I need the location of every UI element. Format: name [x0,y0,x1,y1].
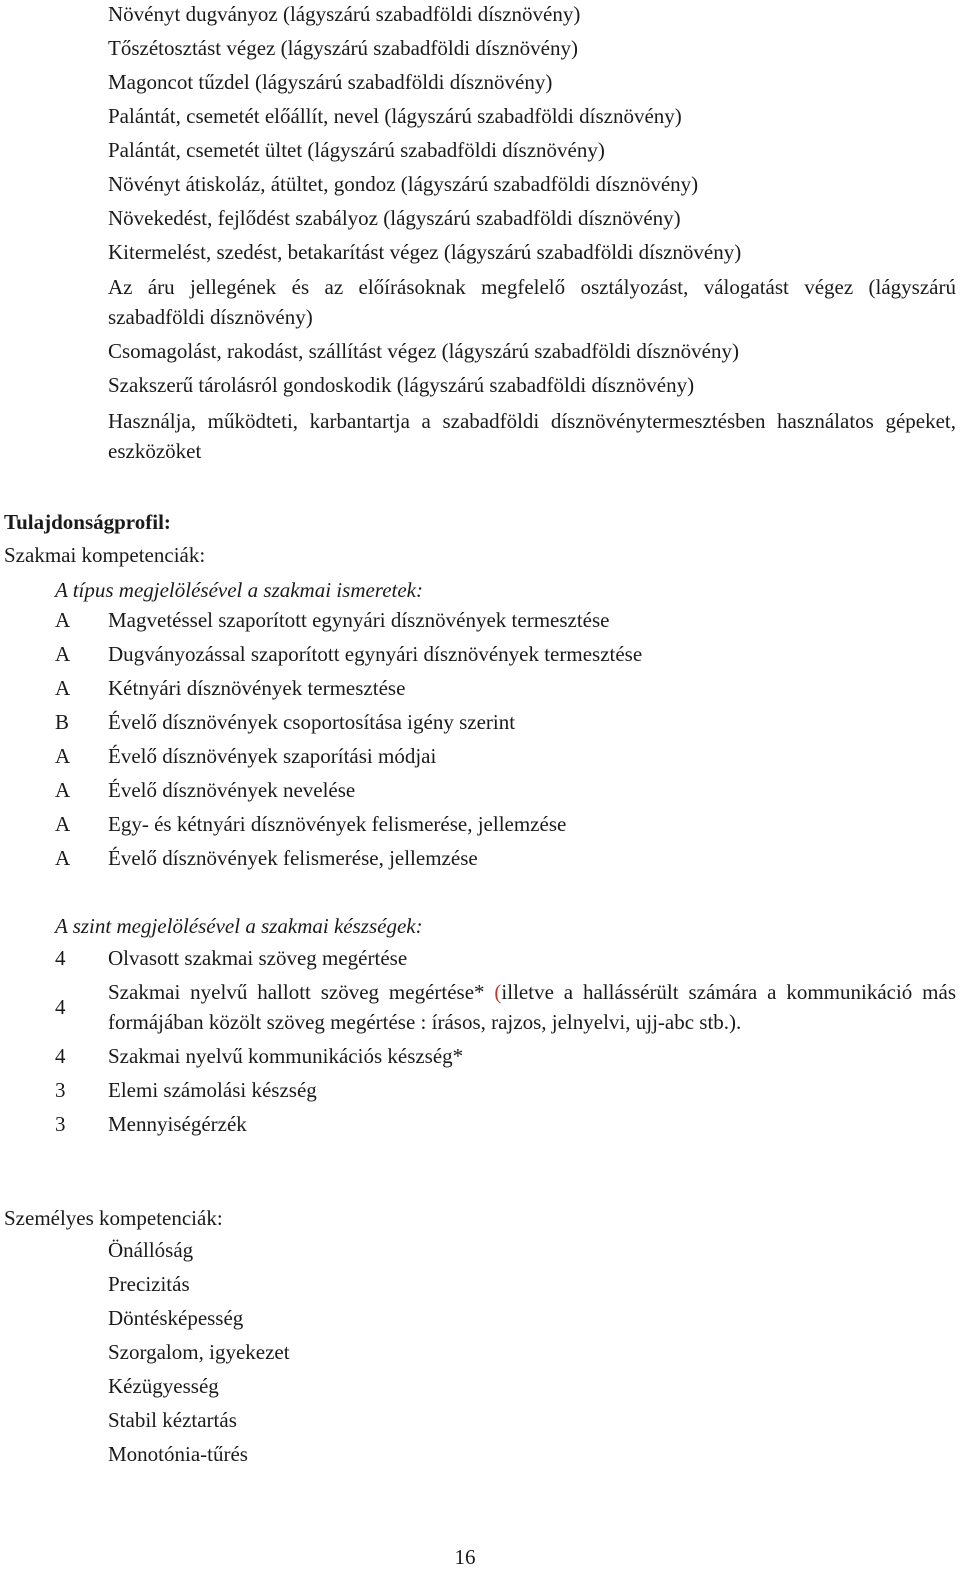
skill-level: 4 [55,1044,66,1068]
knowledge-text: Kétnyári dísznövények termesztése [108,676,406,700]
page-number: 16 [454,1545,476,1569]
task-item: Palántát, csemetét előállít, nevel (lágyszárú szabadföldi dísznövény) [108,104,682,128]
personal-item: Szorgalom, igyekezet [108,1340,290,1364]
personal-competencies-label: Személyes kompetenciák: [4,1206,223,1230]
skills-table [55,941,956,1141]
knowledge-level: A [55,744,71,768]
skill-level: 3 [55,1078,66,1102]
task-item: Használja, működteti, karbantartja a szabadföldi dísznövénytermesztésben használatos gépeket, eszközöket [108,409,956,463]
skill-row [55,1107,956,1141]
knowledge-row [55,739,956,773]
knowledge-text: Magvetéssel szaporított egynyári dísznövények termesztése [108,608,610,632]
knowledge-row [55,603,956,637]
knowledge-table [55,603,956,875]
skills-caption: A szint megjelölésével a szakmai készségek: [55,914,423,938]
task-item: Csomagolást, rakodást, szállítást végez (lágyszárú szabadföldi dísznövény) [108,339,739,363]
task-item: Növekedést, fejlődést szabályoz (lágyszárú szabadföldi dísznövény) [108,206,681,230]
knowledge-level: B [55,710,70,734]
task-item: Palántát, csemetét ültet (lágyszárú szabadföldi dísznövény) [108,138,605,162]
knowledge-row [55,671,956,705]
knowledge-row [55,807,956,841]
knowledge-text: Évelő dísznövények csoportosítása igény szerint [108,710,516,734]
personal-list [108,1233,290,1471]
knowledge-level: A [55,676,71,700]
skill-text: Szakmai nyelvű kommunikációs készség* [108,1044,464,1068]
skill-row [55,1039,956,1073]
task-item: Kitermelést, szedést, betakarítást végez (lágyszárú szabadföldi dísznövény) [108,240,742,264]
personal-item: Stabil kéztartás [108,1408,237,1432]
profile-heading: Tulajdonságprofil: [4,510,171,534]
skill-text-part: Szakmai nyelvű hallott szöveg megértése* [108,980,495,1004]
knowledge-level: A [55,608,71,632]
task-list [108,0,956,466]
knowledge-text: Évelő dísznövények szaporítási módjai [108,744,437,768]
skill-text: Elemi számolási készség [108,1078,317,1102]
personal-item: Kézügyesség [108,1374,219,1398]
skill-row [55,941,956,975]
task-item: Magoncot tűzdel (lágyszárú szabadföldi dísznövény) [108,70,553,94]
knowledge-text: Évelő dísznövények felismerése, jellemzése [108,846,478,870]
knowledge-text: Évelő dísznövények nevelése [108,778,356,802]
knowledge-text: Dugványozással szaporított egynyári dísznövények termesztése [108,642,643,666]
skill-text [108,977,956,1037]
personal-item: Önállóság [108,1238,194,1262]
task-item: Növényt átiskoláz, átültet, gondoz (lágyszárú szabadföldi dísznövény) [108,172,699,196]
skill-text: Mennyiségérzék [108,1112,247,1136]
knowledge-level: A [55,778,71,802]
knowledge-row [55,841,956,875]
knowledge-caption: A típus megjelölésével a szakmai ismeretek: [55,578,423,602]
knowledge-row [55,637,956,671]
skill-level: 4 [55,995,66,1019]
task-item: Szakszerű tárolásról gondoskodik (lágyszárú szabadföldi dísznövény) [108,373,695,397]
knowledge-level: A [55,642,71,666]
skill-level: 3 [55,1112,66,1136]
knowledge-row [55,705,956,739]
skill-paren: ( [494,980,502,1004]
professional-competencies-label: Szakmai kompetenciák: [4,543,206,567]
skill-text: Olvasott szakmai szöveg megértése [108,946,408,970]
knowledge-text: Egy- és kétnyári dísznövények felismerése, jellemzése [108,812,567,836]
personal-item: Döntésképesség [108,1306,244,1330]
knowledge-row [55,773,956,807]
task-item: Növényt dugványoz (lágyszárú szabadföldi dísznövény) [108,2,581,26]
knowledge-level: A [55,846,71,870]
task-item: Tőszétosztást végez (lágyszárú szabadföldi dísznövény) [108,36,578,60]
skill-row [55,1073,956,1107]
personal-item: Precizitás [108,1272,190,1296]
task-item: Az áru jellegének és az előírásoknak megfelelő osztályozást, válogatást végez (lágyszárú szabadföldi dísznövény) [108,275,956,329]
knowledge-level: A [55,812,71,836]
skill-text-part: illetve a hallássérült számára a kommunikáció más formájában közölt szöveg megértése : írásos, rajzos, jelnyelvi, ujj-abc stb.). [108,980,956,1034]
personal-item: Monotónia-tűrés [108,1442,248,1466]
skill-row [55,977,956,1037]
skill-level: 4 [55,946,66,970]
